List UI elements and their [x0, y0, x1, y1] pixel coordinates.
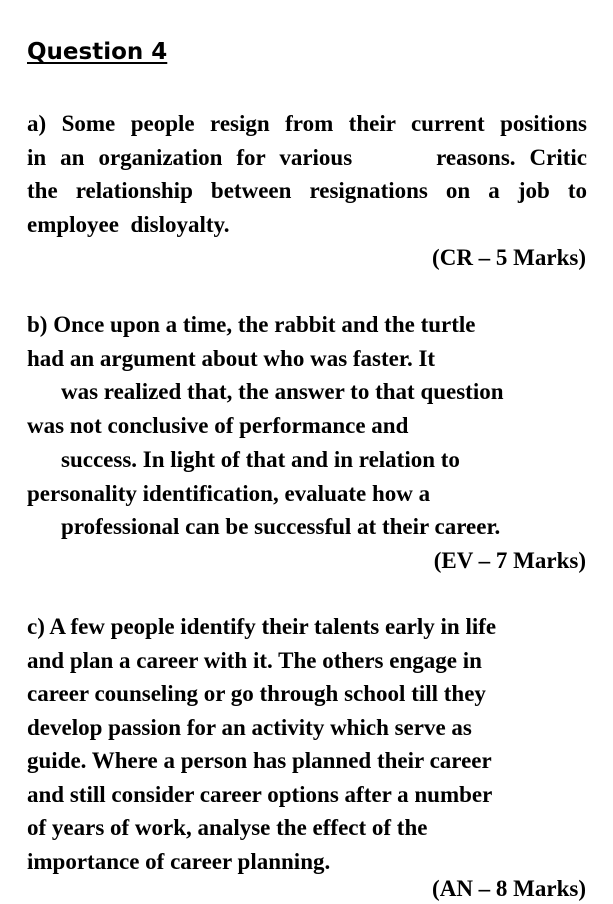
part-b-line-6: personality identification, evaluate how a: [27, 481, 431, 506]
part-b-line-7: professional can be successful at their career.: [61, 514, 501, 539]
part-c-line-3: career counseling or go through school till they: [27, 681, 486, 706]
part-b-line-2: had an argument about who was faster. It: [27, 346, 436, 371]
part-a-line-4: employee disloyalty.: [27, 212, 230, 237]
part-c-line-4: develop passion for an activity which serve as: [27, 715, 472, 740]
question-title: Question 4: [27, 39, 168, 65]
part-a-line-3: the relationship between resignations on a job to: [27, 178, 587, 203]
part-b-line-5: success. In light of that and in relation to: [61, 447, 460, 472]
part-c-marks: (AN – 8 Marks): [432, 876, 586, 901]
part-c-line-1: c) A few people identify their talents early in life: [27, 614, 497, 639]
part-b-line-3: was realized that, the answer to that question: [61, 379, 504, 404]
part-a-line-1: a) Some people resign from their current positions: [27, 111, 587, 136]
part-c-line-2: and plan a career with it. The others engage in: [27, 648, 482, 673]
part-b-line-1: b) Once upon a time, the rabbit and the turtle: [27, 312, 476, 337]
part-c-line-8: importance of career planning.: [27, 849, 331, 874]
part-b-line-4: was not conclusive of performance and: [27, 413, 409, 438]
part-a-marks: (CR – 5 Marks): [432, 245, 586, 270]
part-c-line-7: of years of work, analyse the effect of the: [27, 815, 428, 840]
part-c-line-6: and still consider career options after a number: [27, 782, 493, 807]
part-a-line-2: in an organization for various reasons. Critic: [27, 145, 587, 170]
part-c-line-5: guide. Where a person has planned their career: [27, 748, 492, 773]
part-b-marks: (EV – 7 Marks): [433, 548, 586, 573]
